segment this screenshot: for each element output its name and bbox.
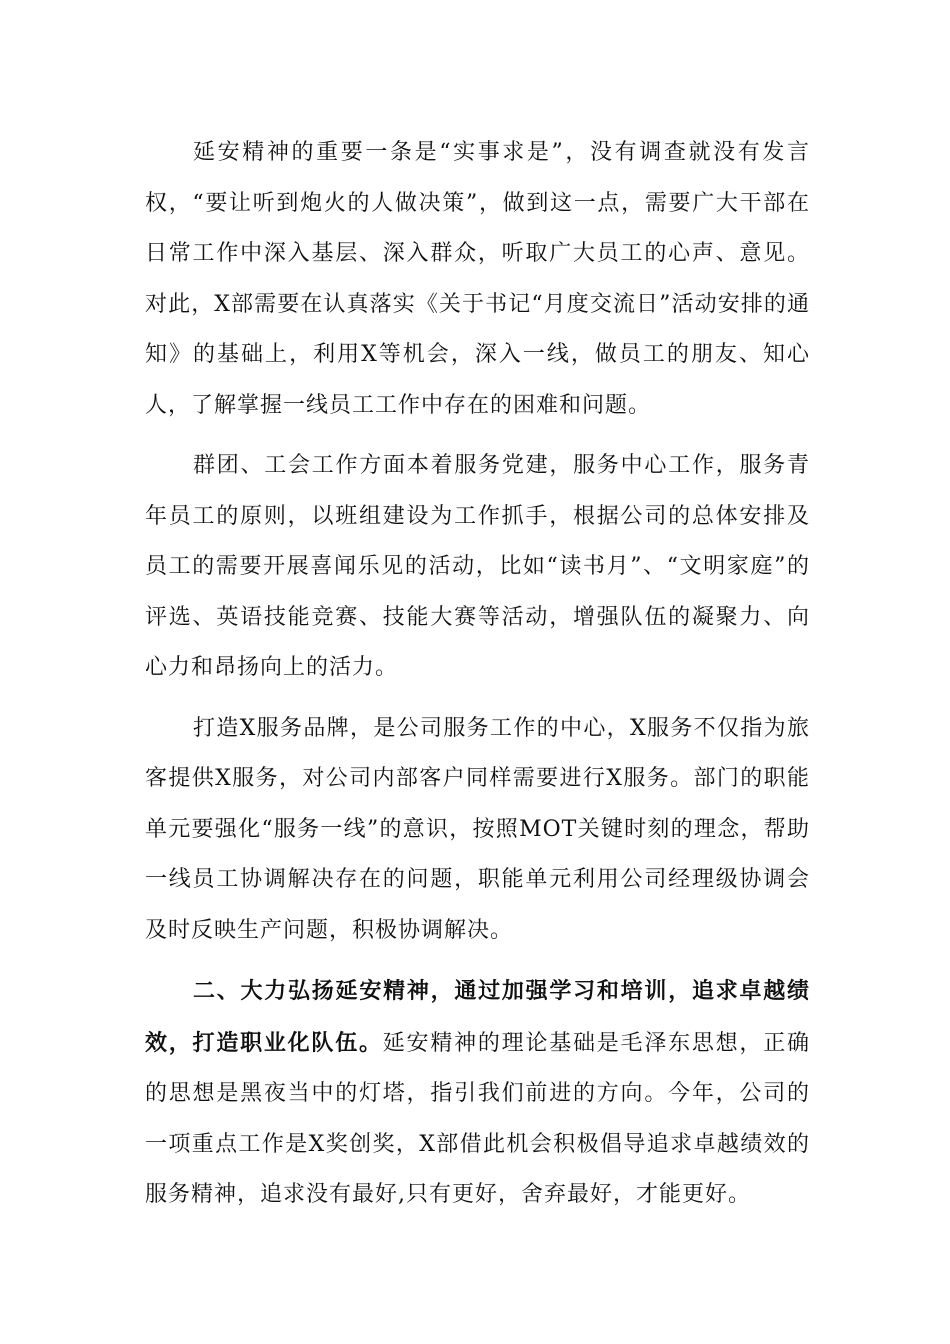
paragraph-group-union-work: 群团、工会工作方面本着服务党建，服务中心工作，服务青年员工的原则，以班组建设为工作抓手，根据公司的总体安排及员工的需要开展喜闻乐见的活动，比如“读书月”、“文明家庭”的评选、英语技能竞赛、技能大赛等活动，增强队伍的凝聚力、向心力和昂扬向上的活力。: [145, 453, 810, 680]
paragraph-section-two: [145, 966, 810, 1221]
paragraph-service-brand: 打造X服务品牌，是公司服务工作的中心，X服务不仅指为旅客提供X服务，对公司内部客户同样需要进行X服务。部门的职能单元要强化“服务一线”的意识，按照MOT关键时刻的理念，帮助一线员工协调解决存在的问题，职能单元利用公司经理级协调会及时反映生产问题，积极协调解决。: [145, 715, 810, 943]
section-two-heading: 二、大力弘扬延安精神，通过加强学习和培训，追求卓越绩效，打造职业化队伍。: [145, 978, 810, 1056]
paragraph-yanan-spirit-investigation: 延安精神的重要一条是“实事求是”，没有调查就没有发言权，“要让听到炮火的人做决策”，做到这一点，需要广大干部在日常工作中深入基层、深入群众，听取广大员工的心声、意见。对此，X部需要在认真落实《关于书记“月度交流日”活动安排的通知》的基础上，利用X等机会，深入一线，做员工的朋友、知心人，了解掌握一线员工工作中存在的困难和问题。: [145, 140, 810, 418]
section-two-body: 延安精神的理论基础是毛泽东思想，正确的思想是黑夜当中的灯塔，指引我们前进的方向。今年，公司的一项重点工作是X奖创奖，X部借此机会积极倡导追求卓越绩效的服务精神，追求没有最好,只有更好，舍弃最好，才能更好。: [145, 1030, 810, 1207]
